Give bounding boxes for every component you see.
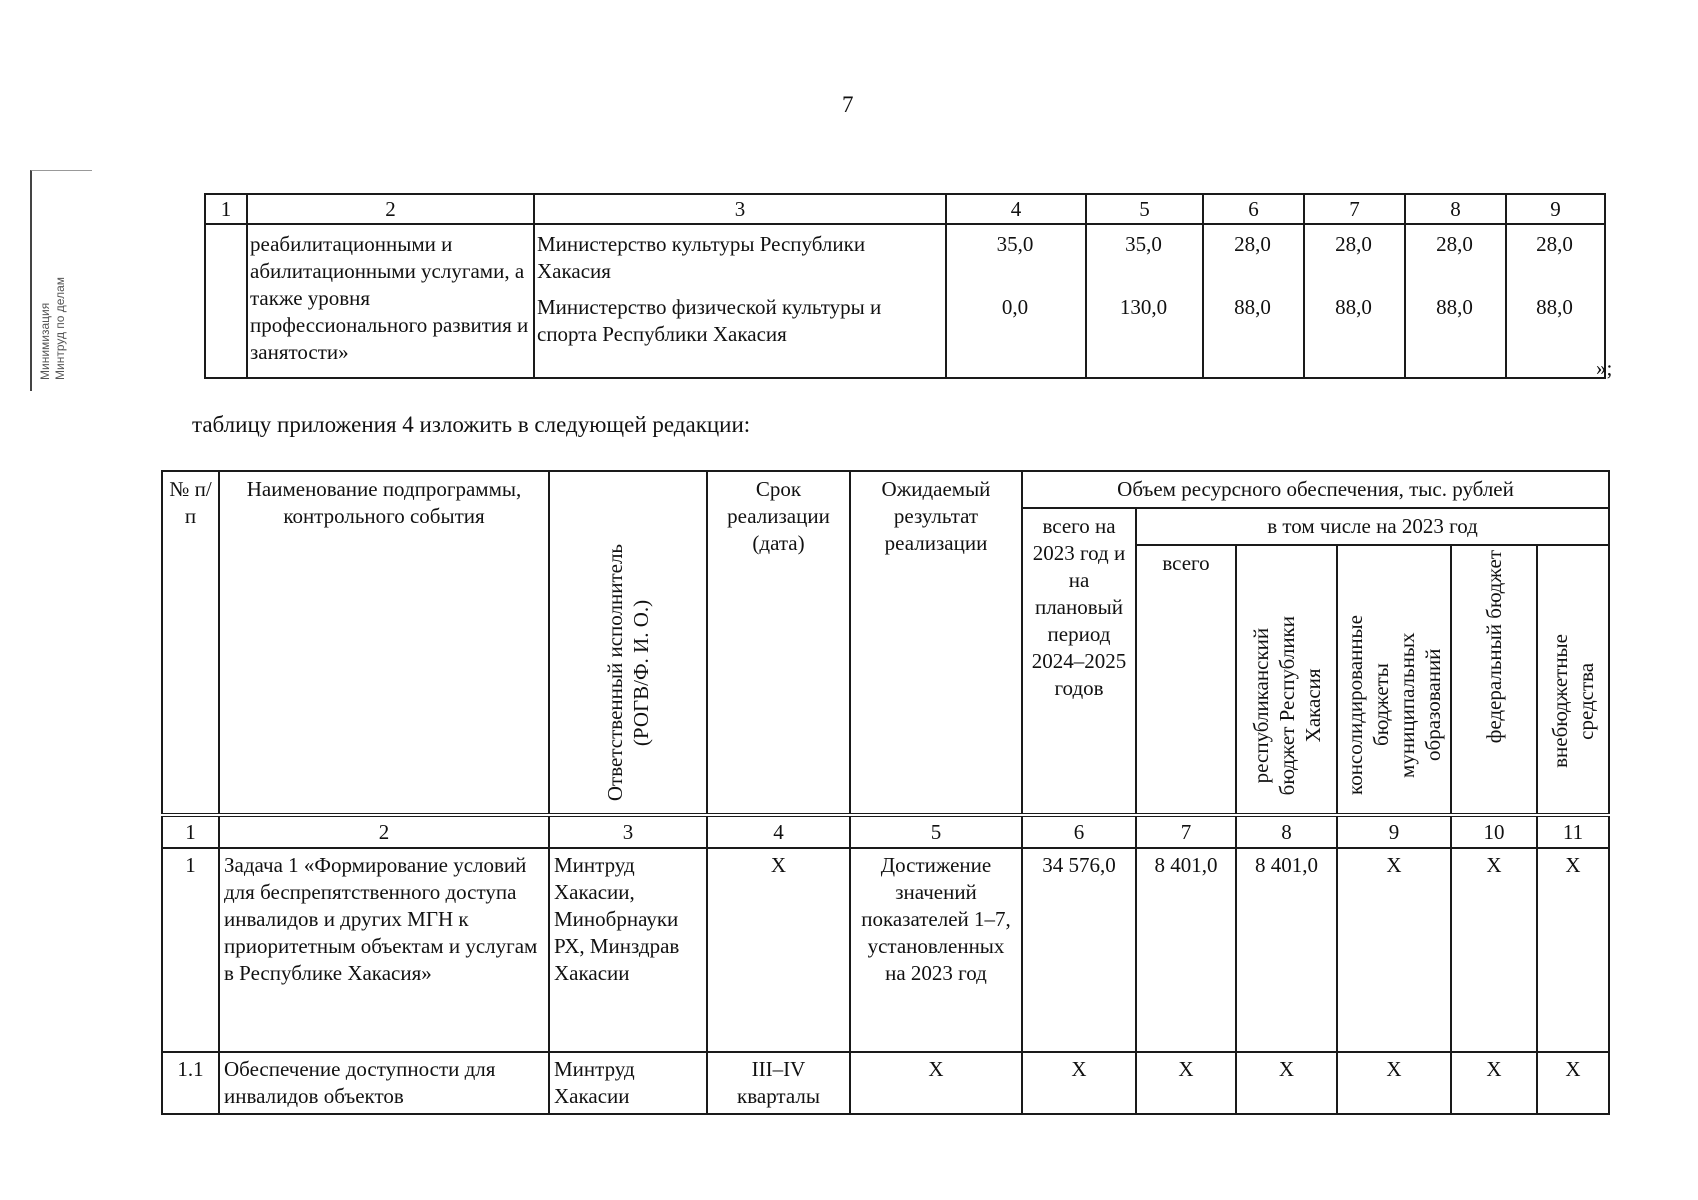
row-name: Задача 1 «Формирование условий для беспрепятственного доступа инвалидов и других МГН к приоритетным объектам и услугам в Республике Хакасия» [219,848,549,1052]
closing-quote: »; [1596,356,1613,380]
header-result: Ожидаемый результат реализации [850,471,1022,815]
value: 0,0 [1001,295,1029,319]
row-value: Х [1022,1052,1136,1114]
margin-stamp-text [38,160,68,380]
header-executor-text: Ответственный исполнитель (РОГВ/Ф. И. О.) [603,544,653,802]
value: 88,0 [1335,295,1372,319]
col-number: 7 [1136,815,1236,848]
header-rep-budget-text: республиканский бюджет Республики Хакасия [1248,615,1325,796]
col-number: 6 [1203,194,1304,224]
col-number: 4 [946,194,1086,224]
row-value: Х [1451,848,1537,1052]
row-value: Х [1236,1052,1337,1114]
col-number: 6 [1022,815,1136,848]
col-number: 1 [162,815,219,848]
row-value: Х [1451,1052,1537,1114]
row-value: Х [1337,1052,1451,1114]
appendix-4-table [161,470,1610,1115]
row-num: 1 [162,848,219,1052]
table-row [205,224,1605,378]
name-cell: реабилитационными и абилитационными услугами, а также уровня профессионального развития и занятости» [247,224,534,378]
header-term: Срок реализации (дата) [707,471,850,815]
value-cell [1304,224,1405,378]
instruction-text: таблицу приложения 4 изложить в следующей редакции: [192,412,751,437]
stamp-line-1: Минимизация [38,302,52,380]
row-value: Х [1337,848,1451,1052]
value-cell [946,224,1086,378]
col-number: 2 [247,194,534,224]
value: 28,0 [1234,232,1271,256]
value: 88,0 [1234,295,1271,319]
row-value: Х [1537,1052,1609,1114]
col-number: 11 [1537,815,1609,848]
table-row [162,848,1609,1052]
header-incl: в том числе на 2023 год [1136,508,1609,545]
header-row [162,471,1609,508]
value: 130,0 [1119,295,1168,319]
column-number-row [205,194,1605,224]
stamp-line-2: Минтруд по делам [53,276,67,380]
row-value: Х [1537,848,1609,1052]
row-name: Обеспечение доступности для инвалидов объектов [219,1052,549,1114]
col-number: 4 [707,815,850,848]
header-executor [549,471,707,815]
col-number: 1 [205,194,247,224]
value: 28,0 [1436,232,1473,256]
value-cell [1203,224,1304,378]
header-incl-total: всего [1136,545,1236,815]
value: 28,0 [1536,232,1573,256]
header-num: № п/п [162,471,219,815]
value-cell [1086,224,1203,378]
col-number: 2 [219,815,549,848]
row-term: Х [707,848,850,1052]
value-cell [1506,224,1605,378]
column-number-row [162,815,1609,848]
row-number-cell [205,224,247,378]
value: 88,0 [1536,295,1573,319]
header-fed-budget [1451,545,1537,815]
row-value: 34 576,0 [1022,848,1136,1052]
col-number: 10 [1451,815,1537,848]
col-number: 7 [1304,194,1405,224]
row-term: III–IV кварталы [707,1052,850,1114]
col-number: 8 [1236,815,1337,848]
col-number: 8 [1405,194,1506,224]
col-number: 3 [534,194,946,224]
row-result: Достижение значений показателей 1–7, установленных на 2023 год [850,848,1022,1052]
executor-cell [534,224,946,378]
header-name: Наименование подпрограммы, контрольного события [219,471,549,815]
col-number: 3 [549,815,707,848]
col-number: 9 [1337,815,1451,848]
header-fed-budget-text: федеральный бюджет [1482,550,1506,744]
row-executor: Минтруд Хакасии [549,1052,707,1114]
value: 35,0 [1125,232,1162,256]
executor-sport: Министерство физической культуры и спорта Республики Хакасия [537,295,882,346]
header-mun-budget-text: консолидированные бюджеты муниципальных образований [1343,615,1445,796]
row-executor: Минтруд Хакасии, Минобрнауки РХ, Минздрав Хакасии [549,848,707,1052]
row-num: 1.1 [162,1052,219,1114]
header-mun-budget [1337,545,1451,815]
page-number: 7 [842,92,854,117]
value: 88,0 [1436,295,1473,319]
col-number: 5 [1086,194,1203,224]
header-extra [1537,545,1609,815]
table-row [162,1052,1609,1114]
row-value: Х [1136,1052,1236,1114]
col-number: 9 [1506,194,1605,224]
header-volume: Объем ресурсного обеспечения, тыс. рублей [1022,471,1609,508]
col-number: 5 [850,815,1022,848]
row-result: Х [850,1052,1022,1114]
header-rep-budget [1236,545,1337,815]
value-cell [1405,224,1506,378]
header-extra-text: внебюджетные средства [1548,634,1599,769]
continuation-table [204,193,1606,379]
value: 28,0 [1335,232,1372,256]
executor-culture: Министерство культуры Республики Хакасия [537,232,866,283]
row-value: 8 401,0 [1236,848,1337,1052]
value: 35,0 [996,232,1034,256]
row-value: 8 401,0 [1136,848,1236,1052]
header-total: всего на 2023 год и на плановый период 2024–2025 годов [1022,508,1136,815]
